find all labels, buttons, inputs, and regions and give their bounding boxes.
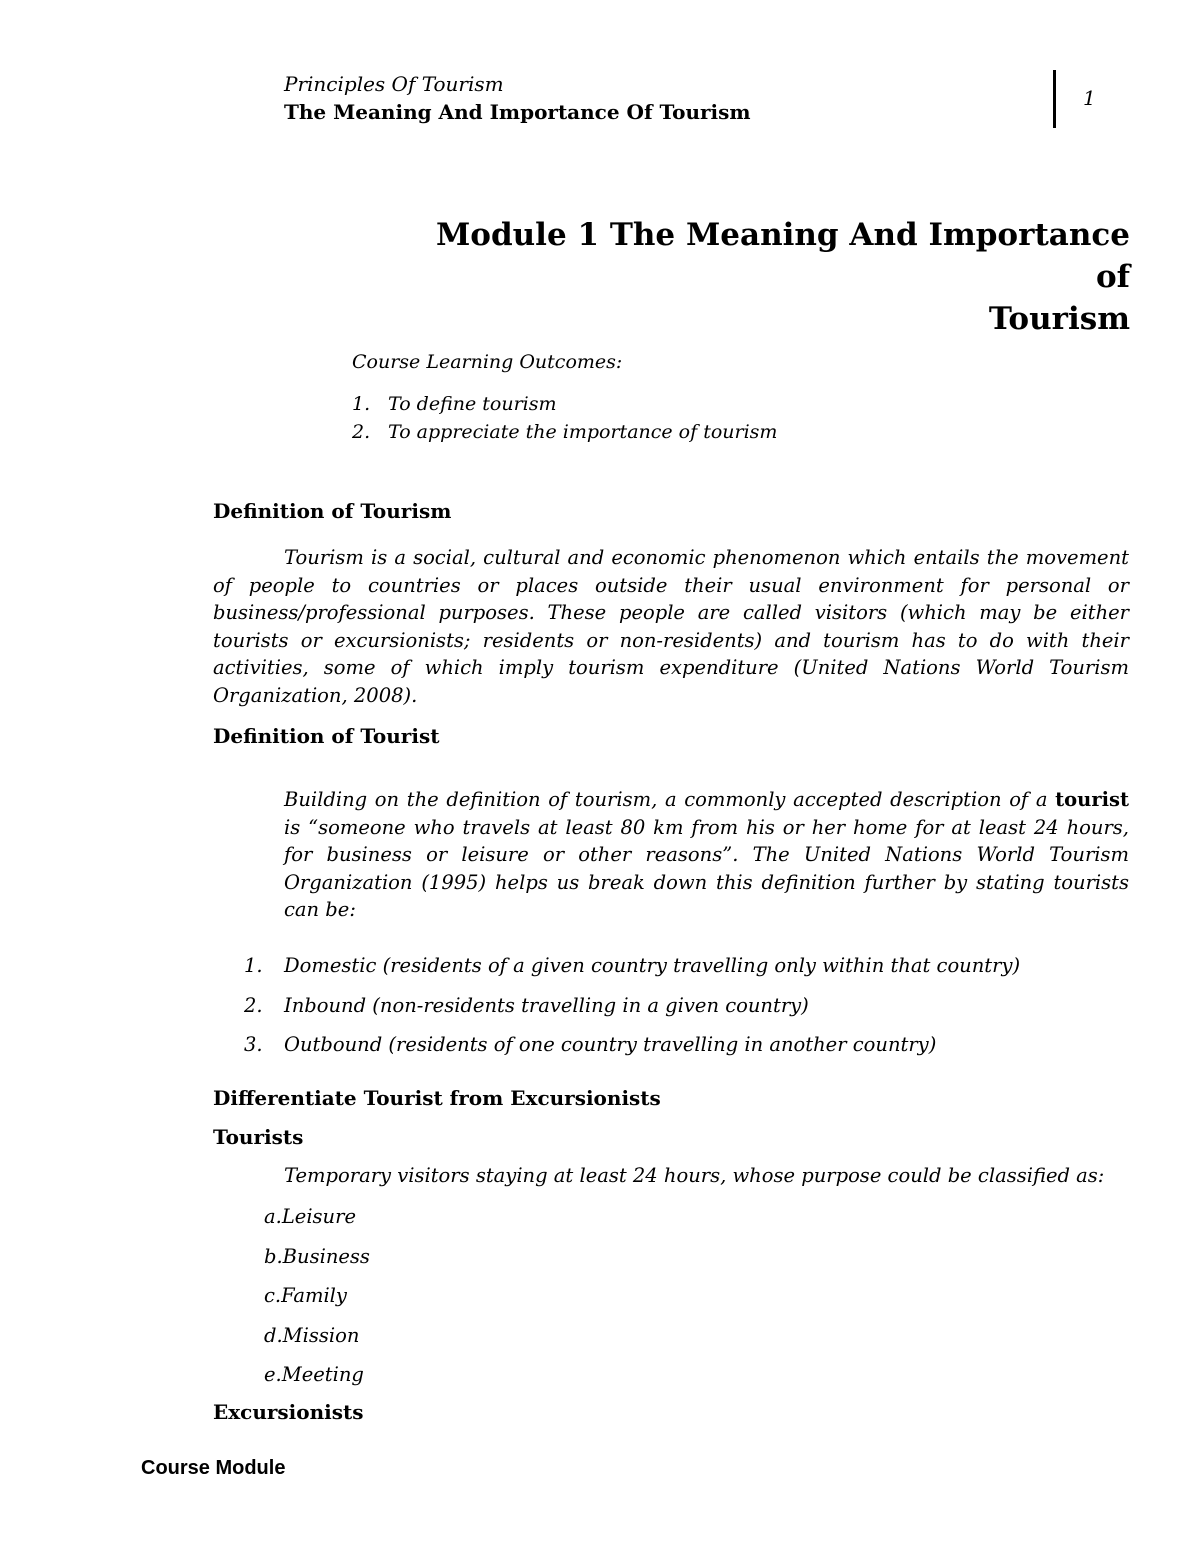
list-item: b.Business (264, 1244, 370, 1268)
list-item-text: To define tourism (388, 393, 557, 415)
outcomes-heading: Course Learning Outcomes: (352, 351, 623, 373)
subheading-excursionists: Excursionists (213, 1400, 364, 1424)
header-divider (1053, 70, 1056, 128)
list-item-number: 2. (352, 421, 371, 443)
list-item: a.Leisure (264, 1205, 356, 1228)
module-title (410, 214, 1130, 340)
definition-tourist-body (284, 786, 1129, 924)
definition-tourist-body-start: Building on the definition of tourism, a commonly accepted description of a (284, 788, 1056, 811)
section-heading-definition-tourism: Definition of Tourism (213, 499, 452, 523)
list-item-number: 1. (244, 954, 263, 977)
list-item (244, 992, 1020, 1032)
definition-tourist-body-end: is “someone who travels at least 80 km from his or her home for at least 24 hours, for business or leisure or other reasons”. The United Nations World Tourism Organization (1995) helps us break down this definition further by stating tourists can be: (284, 815, 1129, 921)
list-item-number: 1. (352, 393, 371, 415)
list-item (352, 390, 777, 418)
list-item (244, 952, 1020, 992)
list-item (352, 418, 777, 446)
page-number: 1 (1083, 86, 1096, 110)
footer-label: Course Module (141, 1457, 286, 1479)
outcomes-list (352, 390, 777, 446)
list-item: d.Mission (264, 1323, 360, 1347)
tourist-types-list (244, 952, 1020, 1071)
list-item-number: 3. (244, 1033, 263, 1056)
list-item: c.Family (264, 1284, 347, 1307)
list-item-text: Domestic (residents of a given country travelling only within that country) (284, 954, 1021, 977)
list-item (244, 1031, 1020, 1071)
list-item-number: 2. (244, 993, 263, 1017)
module-title-line-2: Tourism (988, 301, 1130, 337)
definition-tourism-body: Tourism is a social, cultural and economic phenomenon which entails the movement of people to countries or places outside their usual environment for personal or business/professional purposes. These people are called visitors (which may be either tourists or excursionists; residents or non-residents) and tourism has to do with their activities, some of which imply tourism expenditure (United Nations World Tourism Organization, 2008). (213, 546, 1129, 707)
list-item-text: To appreciate the importance of tourism (388, 421, 778, 443)
list-item-text: Inbound (non-residents travelling in a given country) (284, 993, 809, 1017)
purpose-list (264, 1203, 370, 1401)
tourists-description: Temporary visitors staying at least 24 hours, whose purpose could be classified as: (284, 1164, 1105, 1187)
header-title: The Meaning And Importance Of Tourism (284, 100, 751, 124)
section-heading-differentiate: Differentiate Tourist from Excursionists (213, 1086, 661, 1110)
tourist-term: tourist (1055, 788, 1129, 811)
list-item-text: Outbound (residents of one country travelling in another country) (284, 1033, 937, 1056)
section-heading-definition-tourist: Definition of Tourist (213, 724, 440, 748)
module-title-line-1: Module 1 The Meaning And Importance of (435, 217, 1130, 295)
subheading-tourists: Tourists (213, 1125, 304, 1149)
list-item: e.Meeting (264, 1363, 364, 1386)
header-subject: Principles Of Tourism (284, 72, 504, 96)
